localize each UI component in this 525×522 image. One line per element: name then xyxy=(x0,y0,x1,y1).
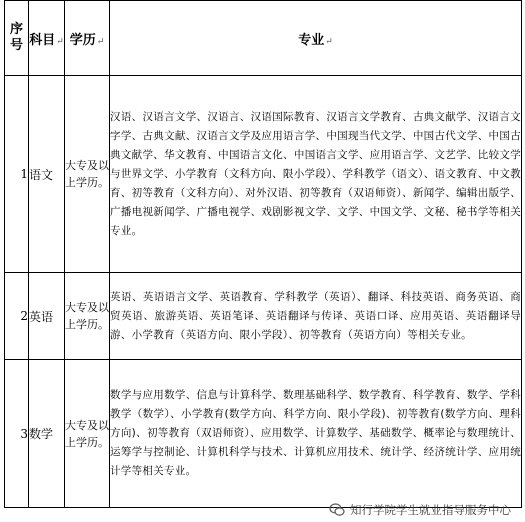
paragraph-mark: ↵ xyxy=(325,36,333,47)
row-education: 大专及以上学历。 xyxy=(65,273,110,360)
header-education-text: 学历 xyxy=(69,32,96,48)
row-major: 数学与应用数学、信息与计算科学、数理基础科学、数学教育、科学教育、数学、学科教学（数学）、小学教育(数学方向、科学方向、限小学段)、初等教育(数学方向、理科方向)、初等教育（双语师资）、应用数学、计算数学、基础数学、概率论与数理统计、运筹学与控制论、计算机科学与技术、计算机应用技术、统计学、经济统计学、应用统计学等相关专业。 xyxy=(110,360,522,508)
table-header-row xyxy=(5,1,522,76)
row-subject: 英语 xyxy=(29,273,65,360)
row-major: 英语、英语语言文学、英语教育、学科教学（英语）、翻译、科技英语、商务英语、商贸英语、旅游英语、英语笔译、英语翻译与传译、英语口译、应用英语、英语翻译导游、小学教育（英语方向、限小学段）、初等教育（英语方向）等相关专业。 xyxy=(110,273,522,360)
row-subject: 语文 xyxy=(29,76,65,273)
header-subject xyxy=(29,1,65,76)
row-education: 大专及以上学历。 xyxy=(65,76,110,273)
row-subject: 数学 xyxy=(29,360,65,508)
header-major-text: 专业 xyxy=(298,32,325,48)
header-seq xyxy=(5,1,29,76)
wechat-icon xyxy=(329,503,345,517)
paragraph-mark: ↵ xyxy=(96,36,105,47)
paragraph-mark: ↵ xyxy=(56,36,64,47)
header-education xyxy=(65,1,110,76)
header-major xyxy=(110,1,522,76)
requirements-table xyxy=(4,0,522,508)
row-education: 大专及以上学历。 xyxy=(65,360,110,508)
row-seq: 3 xyxy=(5,360,29,508)
watermark-text: 知行学院学生就业指导服务中心 xyxy=(350,503,511,517)
header-subject-text: 科目 xyxy=(29,32,56,48)
table-row xyxy=(5,76,522,273)
row-seq: 2 xyxy=(5,273,29,360)
header-seq-text: 序号 xyxy=(9,22,23,53)
table-row xyxy=(5,273,522,360)
row-seq: 1 xyxy=(5,76,29,273)
row-major: 汉语、汉语言文学、汉语言、汉语国际教育、汉语言文学教育、古典文献学、汉语言文字学、古典文献、汉语言文学及应用语言学、中国现当代文学、中国古代文学、中国古典文献学、华文教育、中国语言文化、中国语言文学、应用语言学、文艺学、比较文学与世界文学、小学教育（文科方向、限小学段）、学科教学（语文）、语文教育、中文教育、初等教育（文科方向）、对外汉语、初等教育（双语师资）、新闻学、编辑出版学、广播电视新闻学、广播电视学、戏剧影视文学、文学、中国文学、文秘、秘书学等相关专业。 xyxy=(110,76,522,273)
watermark xyxy=(329,502,511,518)
table-row xyxy=(5,360,522,508)
